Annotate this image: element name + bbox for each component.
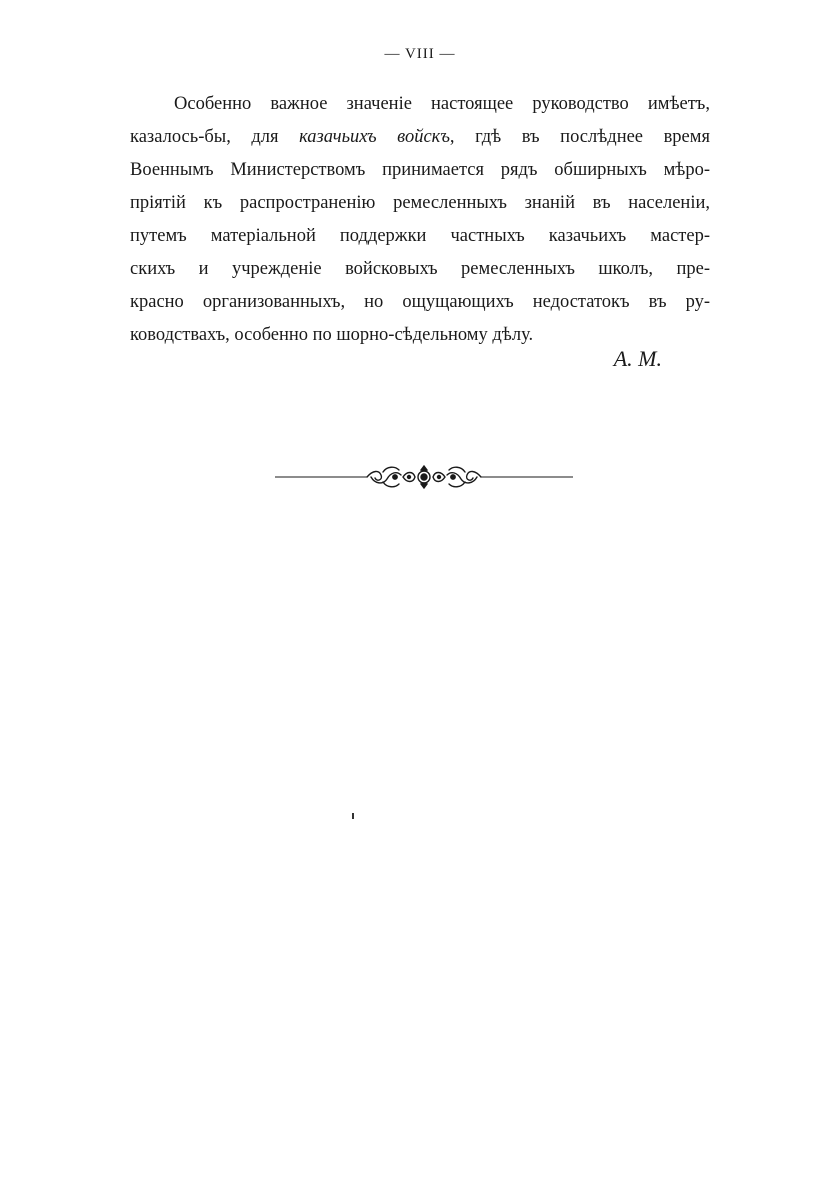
- text-line: [130, 187, 710, 220]
- text-segment: Военнымъ Министерствомъ принимается рядъ обширныхъ мѣро-: [130, 160, 710, 180]
- text-line: [130, 220, 710, 253]
- text-line: [130, 286, 710, 319]
- text-line: [130, 88, 710, 121]
- emphasized-text: казачьихъ войскъ: [299, 127, 450, 147]
- text-segment: ководствахъ, особенно по шорно-сѣдельному дѣлу.: [130, 325, 534, 345]
- text-line: [130, 253, 710, 286]
- page-number: — VIII —: [384, 46, 456, 62]
- text-segment: скихъ и учрежденiе войсковыхъ ремесленныхъ школъ, пре-: [130, 259, 710, 279]
- text-segment: красно организованныхъ, но ощущающихъ недостатокъ въ ру-: [130, 292, 710, 312]
- text-line: [130, 121, 710, 154]
- text-segment: , гдѣ въ послѣднее время: [449, 127, 710, 147]
- text-segment: путемъ матерiальной поддержки частныхъ казачьихъ мастер-: [130, 226, 710, 246]
- fleuron-divider-icon: [275, 460, 573, 494]
- body-paragraph: [130, 88, 710, 352]
- text-line: [130, 154, 710, 187]
- print-speck: [352, 813, 354, 819]
- text-segment: прiятiй къ распространенiю ремесленныхъ знанiй въ населенiи,: [130, 193, 710, 213]
- text-segment: Особенно важное значенiе настоящее руководство имѣетъ,: [174, 94, 710, 114]
- text-segment: казалось-бы, для: [130, 127, 300, 147]
- signature-initials: А. М.: [613, 346, 662, 371]
